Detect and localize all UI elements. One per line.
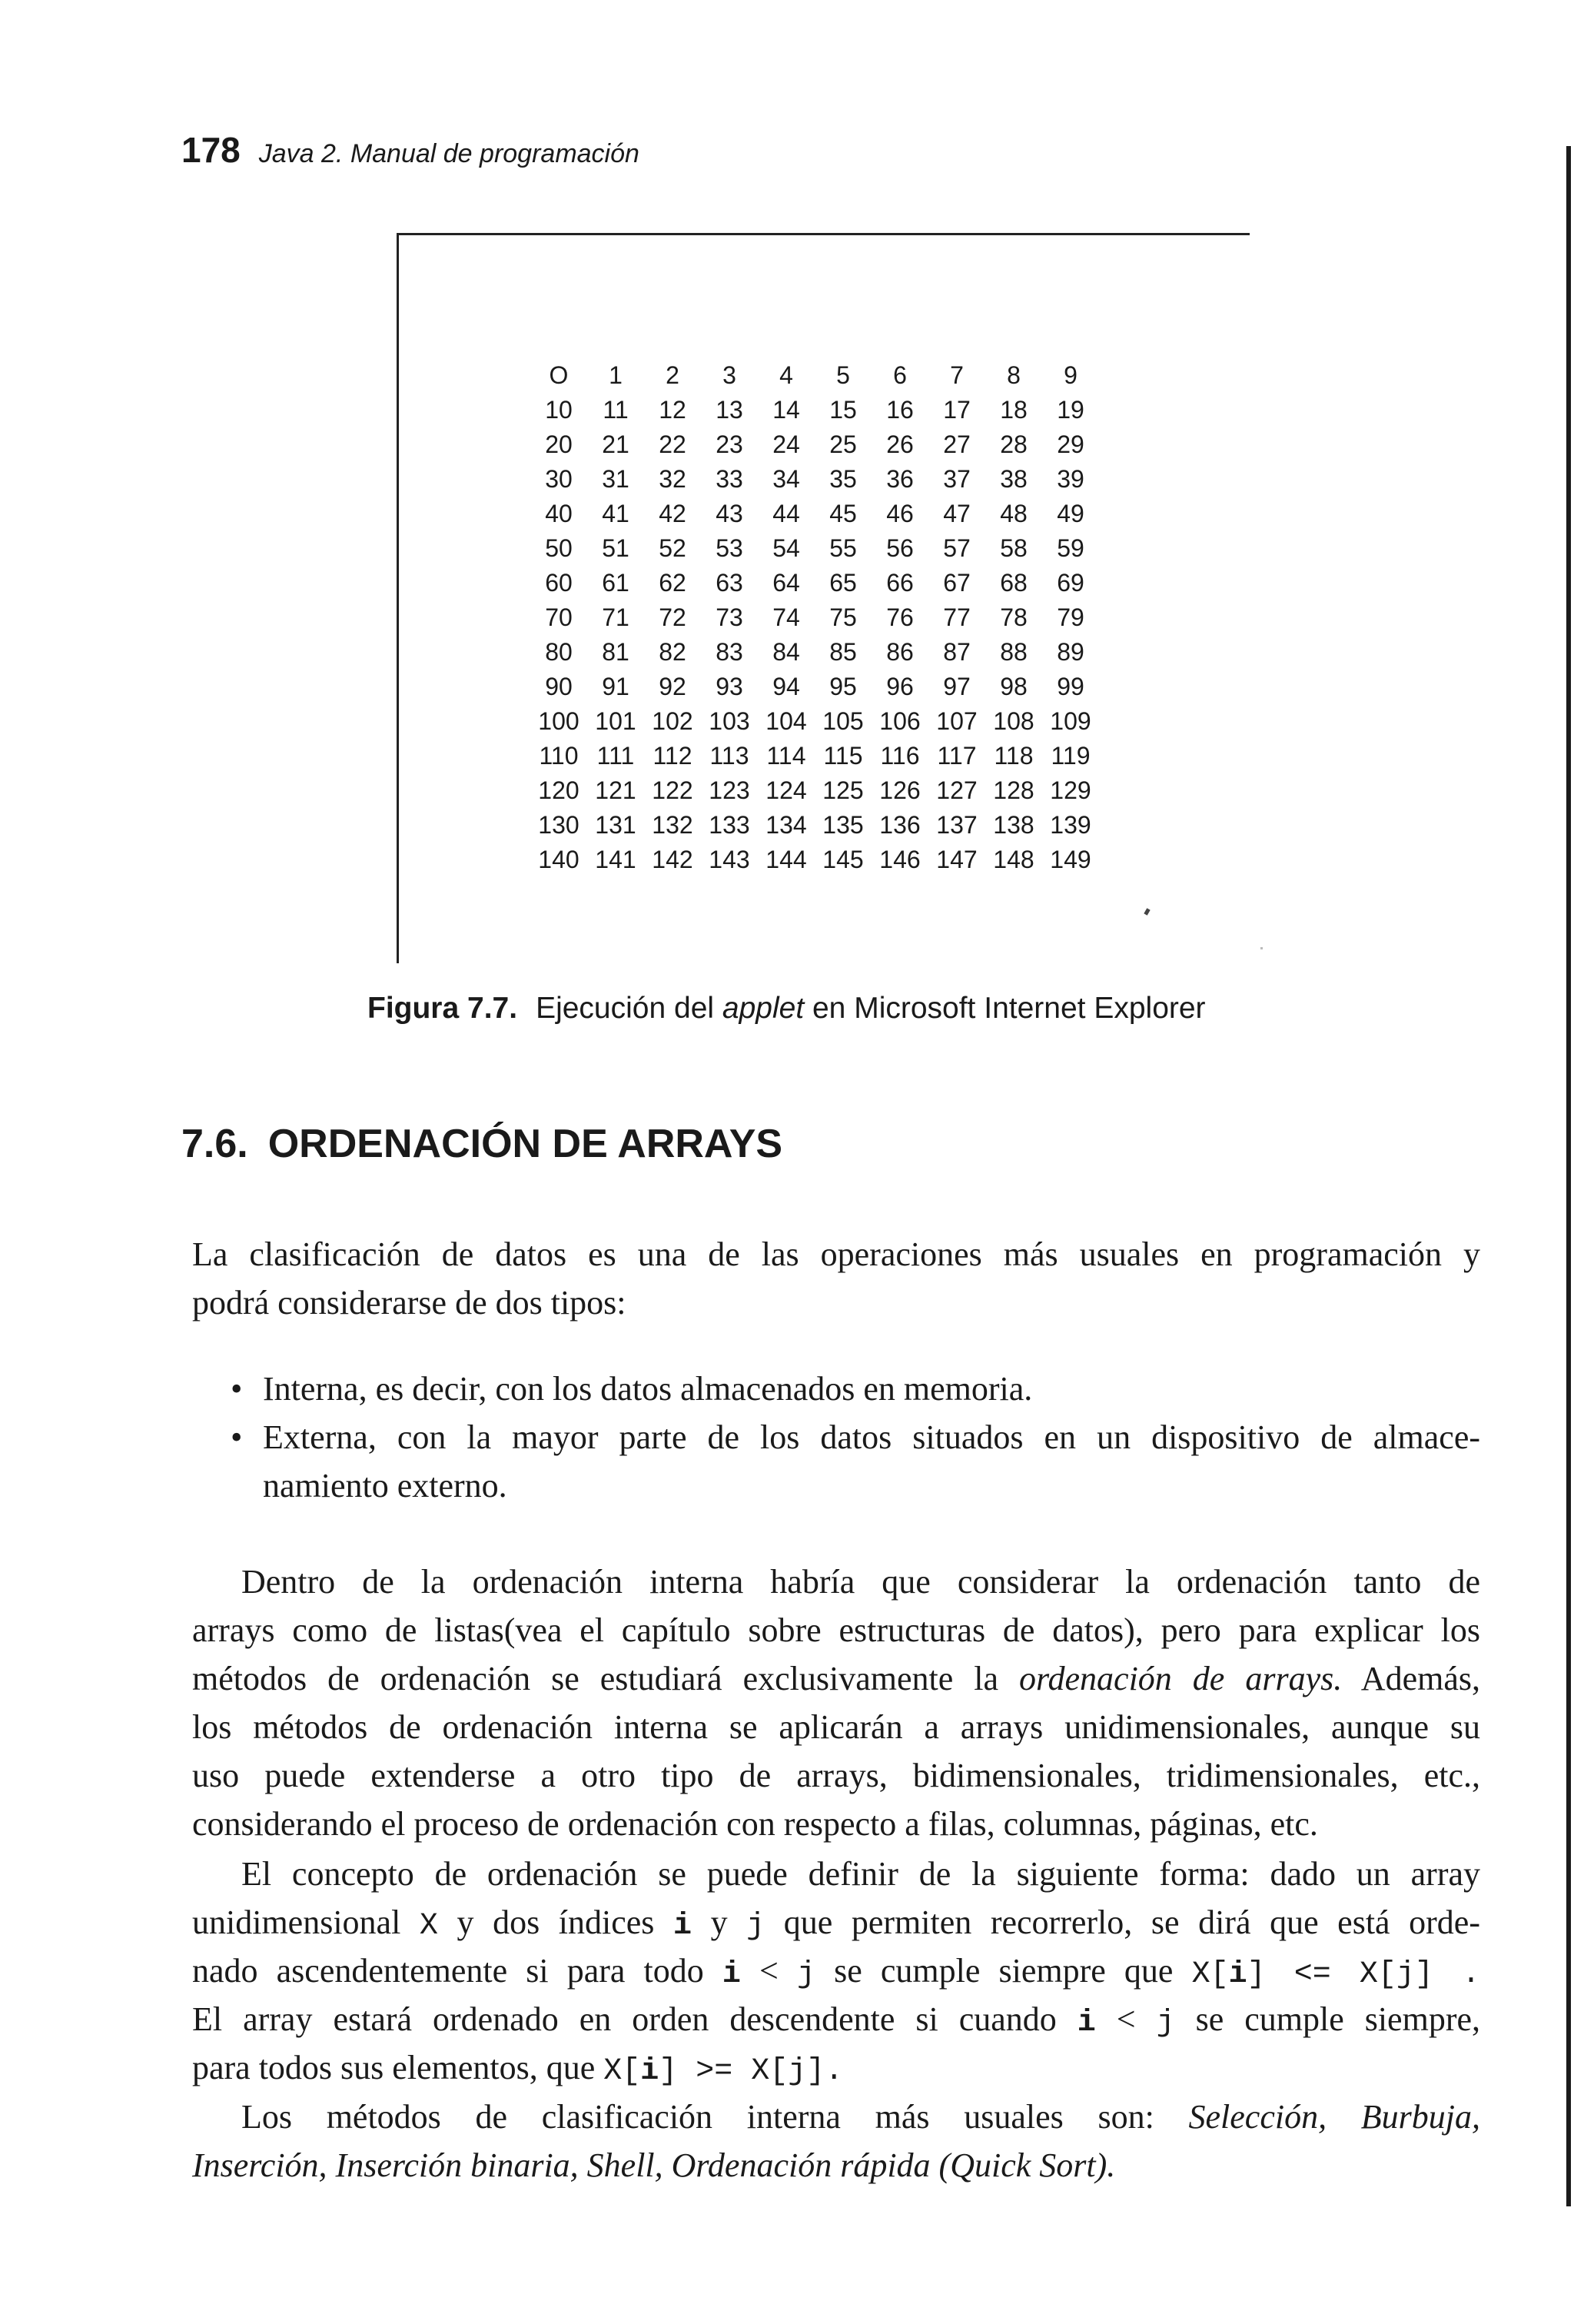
- grid-cell: 128: [993, 776, 1034, 804]
- grid-cell: 111: [596, 742, 635, 770]
- text-line: La clasificación de datos es una de las operaciones más usuales en programación y: [192, 1235, 1480, 1273]
- grid-cell: 68: [1000, 569, 1028, 597]
- text-line: unidimensional X y dos índices i y j que permiten recorrerlo, se dirá que está orde-: [192, 1903, 1480, 1943]
- grid-cell: 97: [943, 673, 971, 700]
- list-item-text: Interna, es decir, con los datos almacenados en memoria.: [263, 1370, 1033, 1408]
- section-heading: [181, 1121, 782, 1167]
- grid-cell: 54: [772, 534, 800, 562]
- grid-cell: 49: [1057, 500, 1084, 527]
- paragraph-sort-methods: [192, 2093, 1480, 2189]
- grid-row: [530, 600, 1099, 635]
- grid-cell: 87: [943, 638, 971, 666]
- grid-cell: 42: [659, 500, 686, 527]
- text-line: podrá considerarse de dos tipos:: [192, 1284, 626, 1322]
- bullet-list: [231, 1365, 1480, 1510]
- applet-number-grid: [530, 358, 1099, 877]
- code-expression: ] <= X[j] .: [1247, 1957, 1480, 1992]
- grid-cell: 77: [943, 603, 971, 631]
- grid-cell: 83: [716, 638, 743, 666]
- grid-cell: 69: [1057, 569, 1084, 597]
- grid-cell: 9: [1064, 361, 1078, 389]
- grid-row: [530, 393, 1099, 427]
- code-variable: i: [1077, 2006, 1096, 2040]
- grid-cell: 1: [609, 361, 623, 389]
- grid-cell: 38: [1000, 465, 1028, 493]
- grid-cell: 130: [538, 811, 579, 839]
- grid-cell: 106: [879, 707, 921, 735]
- grid-cell: 24: [772, 431, 800, 458]
- grid-row: [530, 427, 1099, 462]
- code-expression: X[: [603, 2054, 641, 2089]
- grid-cell: 14: [772, 396, 800, 424]
- grid-cell: 81: [602, 638, 629, 666]
- grid-cell: 60: [545, 569, 573, 597]
- grid-cell: 67: [943, 569, 971, 597]
- section-title: ORDENACIÓN DE ARRAYS: [267, 1122, 783, 1166]
- grid-cell: 142: [652, 846, 693, 873]
- grid-cell: 15: [829, 396, 857, 424]
- code-variable: i: [640, 2054, 659, 2089]
- grid-cell: 51: [602, 534, 629, 562]
- text-line: los métodos de ordenación interna se aplicarán a arrays unidimensionales, aunque su: [192, 1708, 1480, 1746]
- grid-cell: 134: [765, 811, 807, 839]
- scan-page-edge: [1566, 146, 1571, 2206]
- grid-cell: 34: [772, 465, 800, 493]
- list-item-text: Externa, con la mayor parte de los datos situados en un dispositivo de almace-: [263, 1418, 1480, 1456]
- grid-cell: 61: [602, 569, 629, 597]
- text-line: [192, 2141, 1480, 2189]
- paragraph-sort-definition: [192, 1850, 1480, 2092]
- figure-caption: [367, 992, 1206, 1026]
- grid-cell: 94: [772, 673, 800, 700]
- grid-cell: 41: [602, 500, 629, 527]
- grid-cell: 79: [1057, 603, 1084, 631]
- grid-cell: 107: [936, 707, 978, 735]
- grid-cell: 30: [545, 465, 573, 493]
- list-item: [231, 1413, 1480, 1510]
- grid-cell: 124: [765, 776, 807, 804]
- grid-cell: 6: [893, 361, 907, 389]
- grid-cell: 28: [1000, 431, 1028, 458]
- text-line: Los métodos de clasificación interna más usuales son: Selección, Burbuja,: [241, 2098, 1480, 2136]
- grid-cell: 113: [709, 742, 749, 770]
- grid-cell: 132: [652, 811, 693, 839]
- grid-cell: 23: [716, 431, 743, 458]
- grid-cell: 100: [538, 707, 579, 735]
- grid-cell: 78: [1000, 603, 1028, 631]
- grid-cell: 48: [1000, 500, 1028, 527]
- text-line: El concepto de ordenación se puede definir de la siguiente forma: dado un array: [241, 1855, 1480, 1893]
- grid-cell: 17: [943, 396, 971, 424]
- grid-row: [530, 808, 1099, 843]
- caption-emphasis: applet: [722, 992, 805, 1025]
- grid-row: [530, 773, 1099, 808]
- grid-cell: 21: [602, 431, 629, 458]
- grid-cell: 116: [880, 742, 920, 770]
- grid-cell: 121: [595, 776, 636, 804]
- grid-cell: 109: [1050, 707, 1091, 735]
- running-header: [181, 129, 639, 175]
- grid-cell: 53: [716, 534, 743, 562]
- grid-cell: 64: [772, 569, 800, 597]
- grid-row: [530, 739, 1099, 773]
- frame-top-border: [397, 233, 1250, 235]
- code-variable: j: [1156, 2006, 1175, 2040]
- grid-cell: 40: [545, 500, 573, 527]
- page-number: 178: [181, 130, 241, 170]
- grid-cell: 88: [1000, 638, 1028, 666]
- frame-left-border: [397, 233, 399, 963]
- grid-cell: 65: [829, 569, 857, 597]
- grid-cell: 18: [1000, 396, 1028, 424]
- grid-cell: 146: [879, 846, 921, 873]
- code-variable: j: [796, 1957, 815, 1992]
- grid-cell: 29: [1057, 431, 1084, 458]
- grid-cell: 52: [659, 534, 686, 562]
- grid-cell: 117: [937, 742, 977, 770]
- grid-cell: 59: [1057, 534, 1084, 562]
- grid-cell: 4: [779, 361, 793, 389]
- emphasis-text: Selección, Burbuja,: [1188, 2098, 1480, 2136]
- grid-cell: 144: [765, 846, 807, 873]
- grid-cell: 50: [545, 534, 573, 562]
- grid-cell: 98: [1000, 673, 1028, 700]
- grid-cell: 44: [772, 500, 800, 527]
- code-variable: i: [722, 1957, 741, 1992]
- grid-cell: 135: [822, 811, 864, 839]
- grid-cell: 127: [936, 776, 978, 804]
- code-variable: X: [419, 1909, 438, 1943]
- grid-cell: 126: [879, 776, 921, 804]
- text-line: para todos sus elementos, que X[i] >= X[j].: [192, 2049, 844, 2089]
- grid-cell: 140: [538, 846, 579, 873]
- grid-cell: 63: [716, 569, 743, 597]
- grid-cell: 62: [659, 569, 686, 597]
- grid-cell: 136: [879, 811, 921, 839]
- text-line: Dentro de la ordenación interna habría que considerar la ordenación tanto de: [241, 1563, 1480, 1601]
- text-line: nado ascendentemente si para todo i < j se cumple siempre que X[i] <= X[j] .: [192, 1952, 1480, 1992]
- grid-cell: 92: [659, 673, 686, 700]
- grid-cell: 57: [943, 534, 971, 562]
- grid-cell: 55: [829, 534, 857, 562]
- grid-cell: 102: [652, 707, 693, 735]
- grid-cell: 32: [659, 465, 686, 493]
- grid-cell: 37: [943, 465, 971, 493]
- grid-cell: 93: [716, 673, 743, 700]
- grid-cell: 122: [652, 776, 693, 804]
- grid-cell: 22: [659, 431, 686, 458]
- grid-cell: 85: [829, 638, 857, 666]
- grid-cell: 133: [709, 811, 750, 839]
- grid-row: [530, 462, 1099, 497]
- text-line: El array estará ordenado en orden descendente si cuando i < j se cumple siempre,: [192, 2000, 1480, 2040]
- grid-cell: 26: [886, 431, 914, 458]
- emphasis-text: Inserción, Inserción binaria, Shell, Ordenación rápida (Quick Sort).: [192, 2146, 1116, 2184]
- grid-row: [530, 566, 1099, 600]
- grid-cell: 56: [886, 534, 914, 562]
- grid-row: [530, 531, 1099, 566]
- list-item-text: namiento externo.: [263, 1467, 507, 1504]
- grid-cell: 45: [829, 500, 857, 527]
- grid-cell: 71: [602, 603, 629, 631]
- grid-cell: 141: [595, 846, 636, 873]
- grid-cell: 13: [716, 396, 743, 424]
- grid-cell: 138: [993, 811, 1034, 839]
- grid-cell: 35: [829, 465, 857, 493]
- bullet-marker: •: [231, 1370, 243, 1408]
- grid-row: [530, 497, 1099, 531]
- grid-cell: 20: [545, 431, 573, 458]
- grid-cell: 25: [829, 431, 857, 458]
- grid-cell: 36: [886, 465, 914, 493]
- grid-cell: 129: [1050, 776, 1091, 804]
- grid-row: [530, 843, 1099, 877]
- grid-cell: 101: [595, 707, 636, 735]
- scan-speck: [1260, 947, 1263, 949]
- grid-cell: 110: [539, 742, 579, 770]
- caption-text: Ejecución del: [536, 992, 722, 1025]
- grid-cell: 112: [653, 742, 692, 770]
- grid-cell: 19: [1057, 396, 1084, 424]
- grid-cell: O: [549, 361, 569, 389]
- grid-cell: 75: [829, 603, 857, 631]
- grid-cell: 148: [993, 846, 1034, 873]
- grid-cell: 5: [836, 361, 850, 389]
- grid-cell: 95: [829, 673, 857, 700]
- bullet-marker: •: [231, 1418, 243, 1456]
- grid-cell: 143: [709, 846, 750, 873]
- intro-paragraph: [192, 1230, 1480, 1327]
- grid-cell: 104: [765, 707, 807, 735]
- grid-cell: 43: [716, 500, 743, 527]
- grid-cell: 145: [822, 846, 864, 873]
- code-variable: i: [672, 1909, 692, 1943]
- grid-cell: 123: [709, 776, 750, 804]
- grid-cell: 76: [886, 603, 914, 631]
- grid-cell: 31: [602, 465, 629, 493]
- caption-text: en Microsoft Internet Explorer: [804, 992, 1206, 1025]
- grid-cell: 7: [950, 361, 964, 389]
- grid-cell: 125: [822, 776, 864, 804]
- grid-cell: 86: [886, 638, 914, 666]
- emphasis-text: ordenación de arrays.: [1019, 1660, 1343, 1697]
- grid-cell: 139: [1050, 811, 1091, 839]
- grid-cell: 103: [709, 707, 750, 735]
- grid-cell: 58: [1000, 534, 1028, 562]
- code-variable: i: [1228, 1957, 1247, 1992]
- grid-cell: 99: [1057, 673, 1084, 700]
- code-expression: ] >= X[j].: [659, 2054, 844, 2089]
- running-title: Java 2. Manual de programación: [258, 139, 639, 168]
- code-variable: j: [746, 1909, 765, 1943]
- list-item: [231, 1365, 1480, 1413]
- grid-cell: 74: [772, 603, 800, 631]
- grid-cell: 10: [545, 396, 573, 424]
- grid-cell: 39: [1057, 465, 1084, 493]
- grid-cell: 84: [772, 638, 800, 666]
- grid-row: [530, 670, 1099, 704]
- grid-cell: 120: [538, 776, 579, 804]
- grid-cell: 108: [993, 707, 1034, 735]
- grid-row: [530, 635, 1099, 670]
- grid-cell: 96: [886, 673, 914, 700]
- grid-cell: 2: [666, 361, 679, 389]
- grid-cell: 3: [722, 361, 736, 389]
- grid-cell: 119: [1051, 742, 1091, 770]
- grid-cell: 73: [716, 603, 743, 631]
- grid-cell: 91: [602, 673, 629, 700]
- grid-cell: 80: [545, 638, 573, 666]
- grid-cell: 46: [886, 500, 914, 527]
- text-line: métodos de ordenación se estudiará exclusivamente la ordenación de arrays. Además,: [192, 1660, 1480, 1697]
- grid-row: [530, 358, 1099, 393]
- grid-cell: 82: [659, 638, 686, 666]
- grid-cell: 66: [886, 569, 914, 597]
- grid-cell: 147: [936, 846, 978, 873]
- grid-cell: 131: [595, 811, 636, 839]
- grid-cell: 27: [943, 431, 971, 458]
- grid-cell: 137: [936, 811, 978, 839]
- grid-cell: 11: [603, 396, 629, 424]
- caption-label: Figura 7.7.: [367, 992, 518, 1025]
- grid-cell: 89: [1057, 638, 1084, 666]
- grid-cell: 8: [1007, 361, 1021, 389]
- grid-cell: 33: [716, 465, 743, 493]
- grid-cell: 47: [943, 500, 971, 527]
- grid-cell: 16: [886, 396, 914, 424]
- grid-cell: 105: [822, 707, 864, 735]
- grid-cell: 12: [659, 396, 686, 424]
- code-expression: X[: [1191, 1957, 1229, 1992]
- text-line: considerando el proceso de ordenación con respecto a filas, columnas, páginas, etc.: [192, 1805, 1318, 1843]
- grid-cell: 114: [766, 742, 806, 770]
- grid-row: [530, 704, 1099, 739]
- grid-cell: 90: [545, 673, 573, 700]
- grid-cell: 70: [545, 603, 573, 631]
- grid-cell: 149: [1050, 846, 1091, 873]
- grid-cell: 72: [659, 603, 686, 631]
- grid-cell: 115: [823, 742, 863, 770]
- paragraph-internal-sorting: [192, 1558, 1480, 1848]
- text-line: uso puede extenderse a otro tipo de arrays, bidimensionales, tridimensionales, etc.,: [192, 1757, 1480, 1794]
- grid-cell: 118: [994, 742, 1034, 770]
- text-line: arrays como de listas(vea el capítulo sobre estructuras de datos), pero para explicar los: [192, 1611, 1480, 1649]
- section-number: 7.6.: [181, 1122, 248, 1166]
